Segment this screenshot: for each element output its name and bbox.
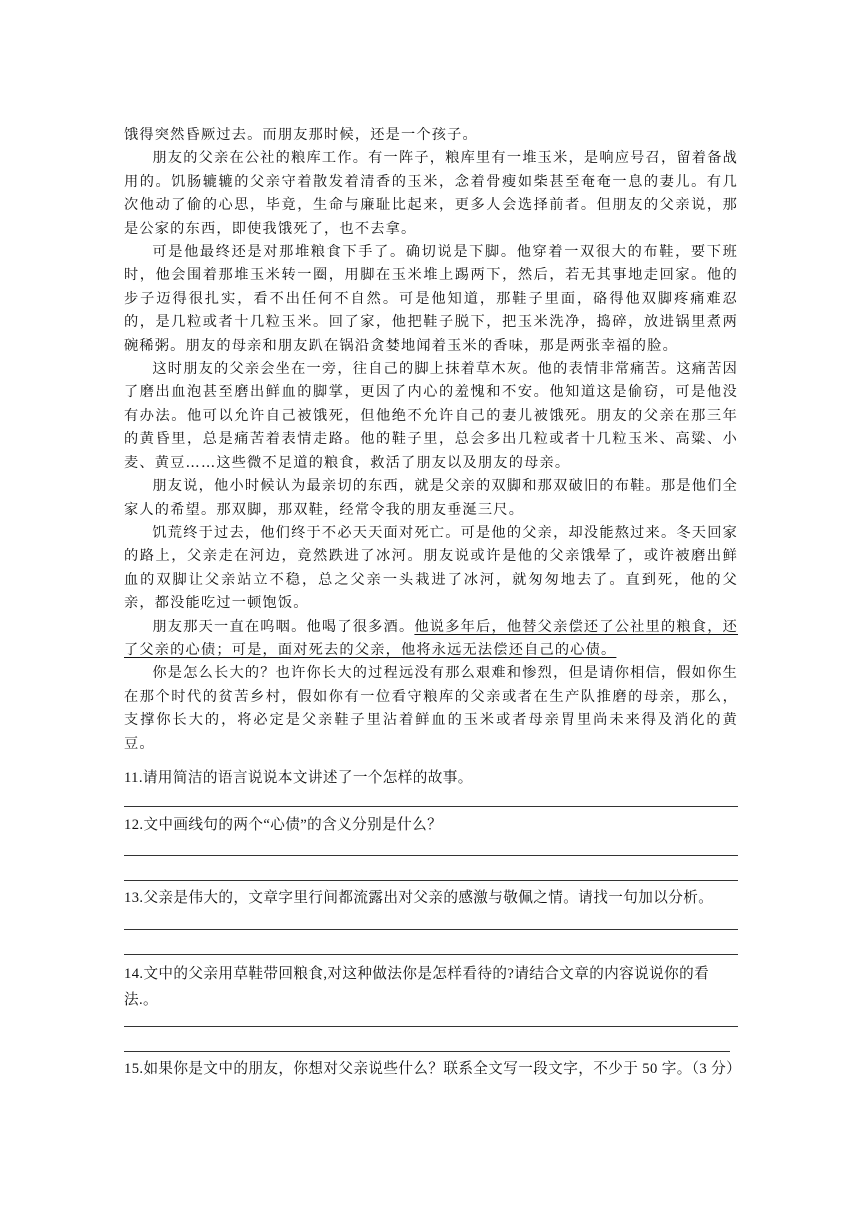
passage-paragraph-5: 朋友说，他小时候认为最亲切的东西，就是父亲的双脚和那双破旧的布鞋。那是他们全家人的希望。那双脚，那双鞋，经常令我的朋友垂涎三尺。 bbox=[124, 478, 738, 518]
answer-line-13-1[interactable] bbox=[124, 929, 738, 930]
passage-paragraph-3: 可是他最终还是对那堆粮食下手了。确切说是下脚。他穿着一双很大的布鞋，要下班时，他会围着那堆玉米转一圈，用脚在玉米堆上踢两下，然后，若无其事地走回家。他的步子迈得很扎实，看不出任何不自然。可是他知道，那鞋子里面，硌得他双脚疼痛难忍的，是几粒或者十几粒玉米。回了家，他把鞋子脱下，把玉米洗净，捣碎，放进锅里煮两碗稀粥。朋友的母亲和朋友趴在锅沿贪婪地闻着玉米的香味，那是两张幸福的脸。 bbox=[124, 244, 738, 354]
passage-paragraph-6: 饥荒终于过去，他们终于不必天天面对死亡。可是他的父亲，却没能熬过来。冬天回家的路上，父亲走在河边，竟然跌进了冰河。朋友说或许是他的父亲饿晕了，或许被磨出鲜血的双脚让父亲站立不稳，总之父亲一头栽进了冰河，就匆匆地去了。直到死，他的父亲，都没能吃过一顿饱饭。 bbox=[124, 524, 738, 612]
passage-paragraph-7 bbox=[124, 616, 738, 663]
passage-paragraph-4: 这时朋友的父亲会坐在一旁，往自己的脚上抹着草木灰。他的表情非常痛苦。这痛苦因了磨出血泡甚至磨出鲜血的脚掌，更因了内心的羞愧和不安。他知道这是偷窃，可是他没有办法。他可以允许自己被饿死，但他绝不允许自己的妻儿被饿死。朋友的父亲在那三年的黄昏里，总是痛苦着表情走路。他的鞋子里，总会多出几粒或者十几粒玉米、高粱、小麦、黄豆……这些微不足道的粮食，救活了朋友以及朋友的母亲。 bbox=[124, 361, 738, 471]
answer-line-14-1[interactable] bbox=[124, 1026, 738, 1027]
question-13: 13.父亲是伟大的，文章字里行间都流露出对父亲的感激与敬佩之情。请找一句加以分析。 bbox=[124, 890, 714, 906]
question-11: 11.请用简洁的语言说说本文讲述了一个怎样的故事。 bbox=[124, 770, 473, 786]
question-12: 12.文中画线句的两个“心债”的含义分别是什么？ bbox=[124, 817, 443, 833]
passage-closing-paragraph: 你是怎么长大的？也许你长大的过程远没有那么艰难和惨烈，但是请你相信，假如你生在那个时代的贫苦乡村，假如你有一位看守粮库的父亲或者在生产队推磨的母亲，那么，支撑你长大的，将必定是父亲鞋子里沾着鲜血的玉米或者母亲胃里尚未来得及消化的黄豆。 bbox=[124, 665, 738, 752]
underlined-sentence: 他说多年后，他替父亲偿还了公社里的粮食，还了父亲的心债；可是，面对死去的父亲，他将永远无法偿还自己的心债。 bbox=[124, 618, 739, 658]
answer-line-13-2[interactable] bbox=[124, 954, 738, 955]
question-15: 15.如果你是文中的朋友，你想对父亲说些什么？联系全文写一段文字，不少于 50 字。（3 分） bbox=[124, 1061, 742, 1077]
answer-line-12-2[interactable] bbox=[124, 880, 738, 881]
question-14: 14.文中的父亲用草鞋带回粮食,对这种做法你是怎样看待的?请结合文章的内容说说你的看法.。 bbox=[124, 966, 710, 1008]
answer-line-12-1[interactable] bbox=[124, 855, 738, 856]
answer-line-11-1[interactable] bbox=[124, 806, 738, 807]
passage-paragraph-7-plain: 朋友那天一直在呜咽。他喝了很多酒。 bbox=[152, 618, 415, 635]
reading-passage bbox=[124, 124, 738, 756]
answer-line-14-2[interactable] bbox=[124, 1051, 730, 1052]
passage-paragraph-2: 朋友的父亲在公社的粮库工作。有一阵子，粮库里有一堆玉米，是响应号召，留着备战用的。饥肠辘辘的父亲守着散发着清香的玉米，念着骨瘦如柴甚至奄奄一息的妻儿。有几次他动了偷的心思，毕竟，生命与廉耻比起来，更多人会选择前者。但朋友的父亲说，那是公家的东西，即使我饿死了，也不去拿。 bbox=[124, 150, 738, 237]
passage-paragraph-1: 饿得突然昏厥过去。而朋友那时候，还是一个孩子。 bbox=[124, 127, 478, 143]
